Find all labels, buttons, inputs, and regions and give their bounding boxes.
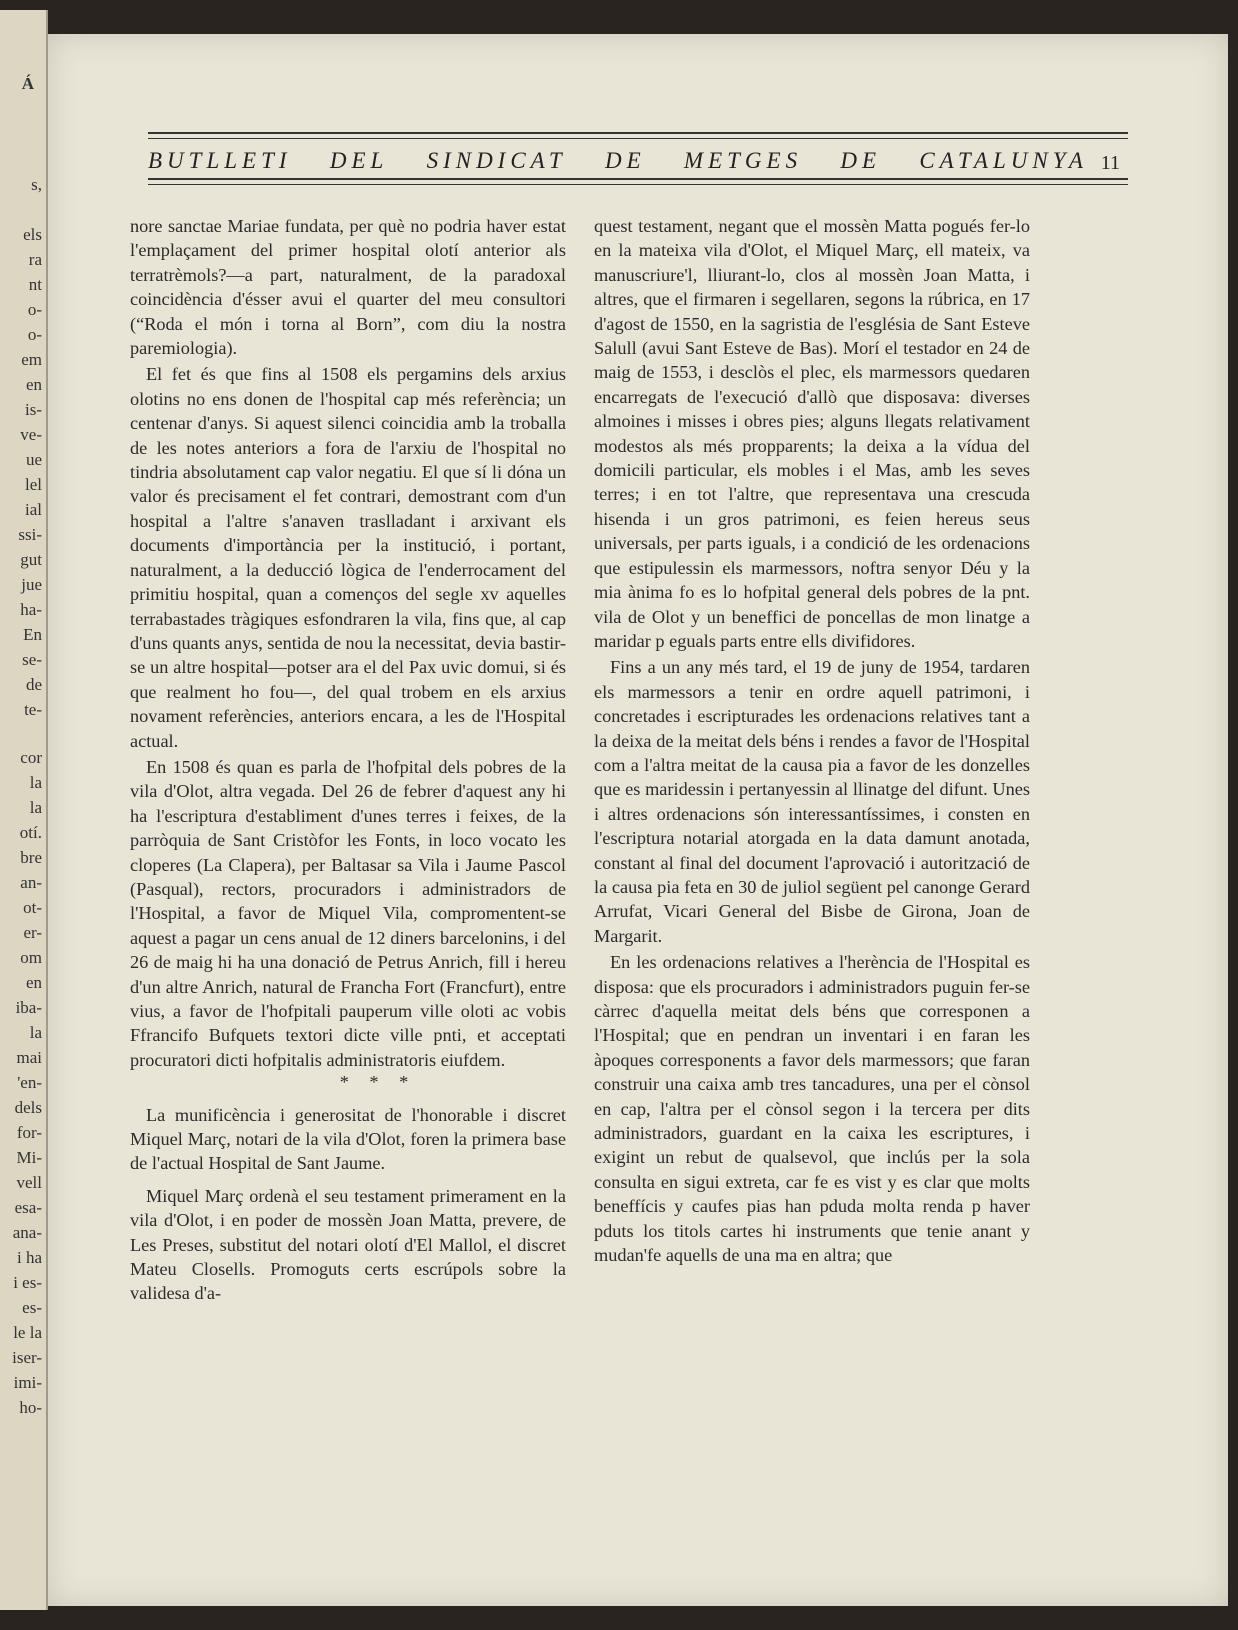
margin-fragment: i ha: [16, 1248, 42, 1267]
paragraph: quest testament, negant que el mossèn Matta pogués fer-lo en la mateixa vila d'Olot, el Miquel Març, ell mateix, va manuscriure'l, lliurant-lo, clos al mossèn Joan Matta, i altres, que el firmaren i segellaren, segons la rúbrica, en 17 d'agost de 1550, en la sagristia de l'església de Sant Esteve Salull (avui Sant Esteve de Bas). Morí el testador en 24 de maig de 1553, i desclòs el plec, els marmessors quedaren encarregats de l'execució d'allò que disposava: diverses almoines i misses i obres pies; alguns llegats relativament modestos als més propparents; la deixa a la vídua del domicili particular, els mobles i el Mas, amb les seves terres; i en tot l'altre, que representava una crescuda hisenda i un gros patrimoni, es feien hereus seus universals, per parts iguals, i a condició de les ordenacions que estipulessin els marmessors, noftra senyor Déu y la mia ànima fo es lo hofpital general dels pobres de la pnt. vila de Olot y un beneffici de poncellas de mon linatge a maridar p eguals parts entre ells divifidores.: [594, 216, 1030, 651]
margin-fragment: cor: [20, 748, 42, 767]
margin-fragment: 'en-: [17, 1073, 42, 1092]
margin-fragment: ve-: [20, 425, 42, 444]
margin-fragment: la: [29, 1023, 42, 1042]
margin-fragment: ue: [25, 450, 42, 469]
title-word: METGES: [683, 148, 803, 173]
margin-fragment: gut: [20, 550, 42, 569]
margin-fragment: i es-: [13, 1273, 42, 1292]
margin-fragment: vell: [16, 1173, 42, 1192]
margin-fragment: le la: [13, 1323, 42, 1342]
margin-fragment: s,: [31, 175, 42, 194]
paragraph: Fins a un any més tard, el 19 de juny de 1954, tardaren els marmessors a tenir en ordre aquell patrimoni, i concretades i escripturades les ordenacions relatives tant a la deixa de la meitat dels béns i rendes a favor de l'Hospital com a l'altra meitat de la causa pia a favor de les donzelles que es maridessin i pertanyessin al llinatge del difunt. Unes i altres ordenacions són interessantíssimes, i consten en l'escriptura notarial atorgada en la data damunt anotada, constant al final del document l'aprovació i autorització de la causa pia feta en 30 de juliol següent pel canonge Gerard Arrufat, Vicari General del Bisbe de Girona, Joan de Margarit.: [594, 657, 1030, 946]
header-rule-top: [148, 132, 1128, 134]
margin-fragment: iba-: [15, 998, 42, 1017]
margin-fragment: jue: [21, 575, 42, 594]
margin-fragment: la: [29, 773, 42, 792]
margin-fragment: ra: [28, 250, 42, 269]
margin-fragment: en: [25, 375, 42, 394]
title-word: DE: [840, 148, 882, 173]
margin-fragment: is-: [25, 400, 42, 419]
margin-fragment: an-: [20, 873, 42, 892]
paragraph: La munificència i generositat de l'honorable i discret Miquel Març, notari de la vila d'Olot, foren la primera base de l'actual Hospital de Sant Jaume.: [130, 1104, 566, 1174]
title-word: DE: [604, 148, 646, 173]
margin-fragment: ot-: [23, 898, 42, 917]
margin-fragment: o-: [27, 325, 42, 344]
margin-fragment: en: [25, 973, 42, 992]
title-word: BUTLLETI: [148, 148, 292, 173]
header-rule-bottom: [148, 178, 1128, 180]
paragraph: El fet és que fins al 1508 els pergamins dels arxius olotins no ens donen de l'hospital cap més referència; un centenar d'anys. Si aquest silenci coincidia amb la troballa de les notes anteriors a fora de l'arxiu de l'hospital no tindria absolutament cap valor negatiu. El que sí li dóna un valor és precisament el fet contrari, demostrant com d'un hospital a l'altre s'anaven traslladant i arxivant els documents d'importància per la institució, i portant, naturalment, a la deducció lògica de l'enderrocament del primitiu hospital, quan a començos del segle xv aquelles terrabastades tràgiques esfondraren la vila, fins que, al cap d'uns quants anys, sentida de nou la necessitat, devia bastir-se un altre hospital—potser ara el del Pax uvic domui, si és que realment ho fou—, del qual trobem en els arxius novament referències, anteriors encara, a les de l'Hospital actual.: [130, 364, 566, 751]
margin-fragment: otí.: [19, 823, 42, 842]
section-separator: * * *: [339, 1072, 417, 1093]
margin-fragment: ho-: [19, 1398, 42, 1417]
adjacent-page-fragment: [0, 10, 48, 1610]
paragraph: Miquel Març ordenà el seu testament primerament en la vila d'Olot, i en poder de mossèn Joan Matta, prevere, de Les Preses, substitut del notari olotí d'El Mallol, el discret Mateu Closells. Promoguts certs escrúpols sobre la validesa d'a-: [130, 1185, 566, 1304]
margin-fragment: for-: [16, 1123, 42, 1142]
margin-fragment: mai: [16, 1048, 42, 1067]
title-word: SINDICAT: [426, 148, 567, 173]
paragraph: nore sanctae Mariae fundata, per què no podria haver estat l'emplaçament del primer hospital olotí anterior als terratrèmols?—a part, naturalment, de la paradoxal coincidència d'ésser avui el quarter del meu consultori (“Roda el món i torna al Born”, com diu la nostra paremiologia).: [130, 216, 566, 359]
margin-fragment: es-: [22, 1298, 42, 1317]
margin-fragment: bre: [20, 848, 42, 867]
margin-fragment: te-: [24, 700, 42, 719]
margin-fragment: er-: [23, 923, 42, 942]
margin-fragment: em: [21, 350, 42, 369]
margin-fragment: En: [23, 625, 42, 644]
margin-fragment: ssi-: [18, 525, 42, 544]
paragraph: En les ordenacions relatives a l'herència de l'Hospital es disposa: que els procuradors i administradors puguin fer-se càrrec d'aquella meitat dels béns que corresponen a l'Hospital; que en pendran un inventari i en faran les àpoques corresponents a favor dels marmessors; que faran construir una caixa amb tres tancadures, una per el cònsol en cap, l'altra per el cònsol segon i la tercera per dits administradors, guardant en la caixa les escriptures, i exigint un rebut de qualsevol, que inclús per la sola consulta en sigui extreta, car fe es vist y es clar que molts beneffícis y caufes pias han pduda molta renda p haver pduts los titols cartes hi instruments que tenie anant y mudan'fe aquells de una ma en altra; que: [594, 952, 1030, 1266]
right-column: [594, 214, 1030, 1267]
paragraph: En 1508 és quan es parla de l'hofpital dels pobres de la vila d'Olot, altra vegada. Del 26 de febrer d'aquest any hi ha l'escriptura d'establiment d'unes terres i feixes, de la parròquia de Sant Cristòfor les Fonts, in loco vocato les cloperes (La Clapera), per Baltasar sa Vila i Jaume Pascol (Pasqual), rectors, procuradors i administradors de l'Hospital, a favor de Miquel Vila, compromentent-se aquest a pagar un cens anual de 12 diners barcelonins, i del 26 de maig hi ha una donació de Petrus Anrich, fill i hereu d'un altre Anrich, natural de Francha Fort (Francfurt), entre vius, a favor de l'hofpitali pauperum ville oloti ac vobis Ffrancifo Bufquets textori dicte ville pnti, et acceptati procuratori dicti hofpitalis administratoris eiufdem.: [130, 756, 566, 1070]
margin-fragment: lel: [25, 475, 42, 494]
left-column: [130, 214, 566, 1306]
title-word: DEL: [329, 148, 389, 173]
margin-fragment: els: [23, 225, 42, 244]
margin-fragment: om: [20, 948, 42, 967]
margin-fragment: esa-: [14, 1198, 42, 1217]
margin-fragment: Á: [21, 74, 34, 93]
page-number: 11: [1100, 152, 1120, 174]
document-page: [48, 34, 1228, 1606]
journal-title: [148, 148, 1088, 174]
header-rule-top-thin: [148, 138, 1128, 139]
running-header: [148, 106, 1128, 186]
title-word: CATALUNYA: [919, 148, 1088, 173]
header-rule-bottom-thin: [148, 184, 1128, 185]
margin-fragment: de: [25, 675, 42, 694]
margin-fragment: Mi-: [16, 1148, 42, 1167]
margin-fragment: ha-: [20, 600, 42, 619]
margin-fragment: nt: [28, 275, 42, 294]
margin-fragment: dels: [14, 1098, 42, 1117]
margin-fragment: imi-: [13, 1373, 42, 1392]
margin-fragment: o-: [27, 300, 42, 319]
margin-fragment: se-: [22, 650, 42, 669]
margin-fragment: ana-: [12, 1223, 42, 1242]
margin-fragment: ial: [25, 500, 42, 519]
margin-fragment: iser-: [12, 1348, 42, 1367]
margin-fragment: la: [29, 798, 42, 817]
